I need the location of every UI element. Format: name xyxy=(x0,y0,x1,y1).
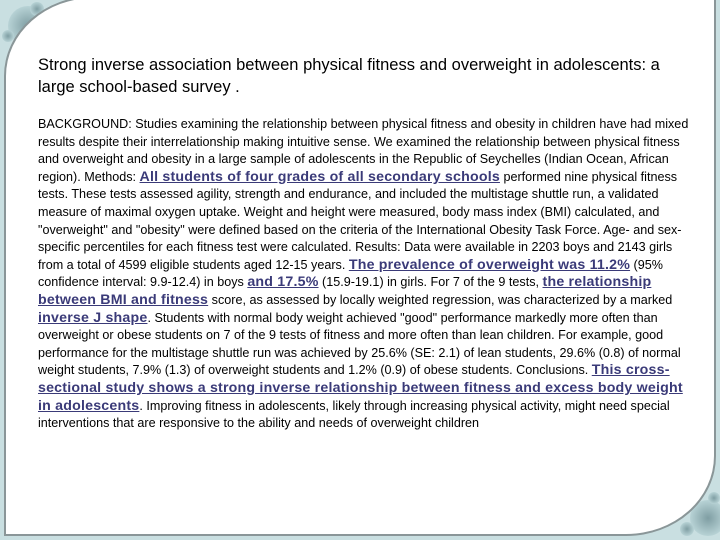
abstract-segment: . Improving fitness in adolescents, likely through increasing physical activity, might need special interventions that are responsive to the ability and needs of overweight children xyxy=(38,398,670,431)
abstract-text xyxy=(38,116,690,433)
abstract-segment: . Students with normal body weight achieved "good" performance markedly more often than overweight or obese students on 7 of the 9 tests of fitness and more often than lean children. For example, good performance for the multistage shuttle run was achieved by 25.6% (SE: 2.1) of lean students, 29.6% (0.8) of normal weight students, 7.9% (1.3) of overweight students and 1.2% (0.9) of obese students. Conclusions. xyxy=(38,310,681,378)
highlighted-phrase: The prevalence of overweight was 11.2% xyxy=(348,256,631,273)
highlighted-phrase: and 17.5% xyxy=(247,274,319,291)
highlighted-phrase: inverse J shape xyxy=(38,309,148,326)
abstract-segment: (15.9-19.1) in girls. For 7 of the 9 tests, xyxy=(318,275,543,290)
highlighted-phrase: the relationship between BMI and fitness xyxy=(38,274,652,308)
decorative-bubble xyxy=(680,522,694,536)
slide-title: Strong inverse association between physical fitness and overweight in adolescents: a large school-based survey . xyxy=(38,56,660,96)
decorative-bubble xyxy=(708,492,720,504)
abstract-segment: (95% confidence interval: 9.9-12.4) in boys xyxy=(38,257,663,290)
abstract-segment: performed nine physical fitness tests. These tests assessed agility, strength and endurance, and included the multistage shuttle run, a validated measure of maximal oxygen uptake. Weight and height were measured, body mass index (BMI) calculated, and "overweight" and "obesity" were defined based on the criteria of the International Obesity Task Force. Age- and sex-specific percentiles for each fitness test were calculated. Results: Data were available in 2203 boys and 2143 girls from a total of 4599 eligible students aged 12-15 years. xyxy=(38,169,682,272)
abstract-segment: BACKGROUND: Studies examining the relationship between physical fitness and obesity in children have had mixed results despite their interrelationship making intuitive sense. We examined the relationship between physical fitness and overweight and obesity in a large sample of adolescents in the Republic of Seychelles (Indian Ocean, African region). Methods: xyxy=(38,117,689,184)
highlighted-phrase: All students of four grades of all secondary schools xyxy=(139,168,500,185)
abstract-segment: score, as assessed by locally weighted regression, was characterized by a marked xyxy=(208,292,673,307)
highlighted-phrase: This cross-sectional study shows a strong inverse relationship between fitness and excess body weight in adolescents xyxy=(38,362,683,414)
